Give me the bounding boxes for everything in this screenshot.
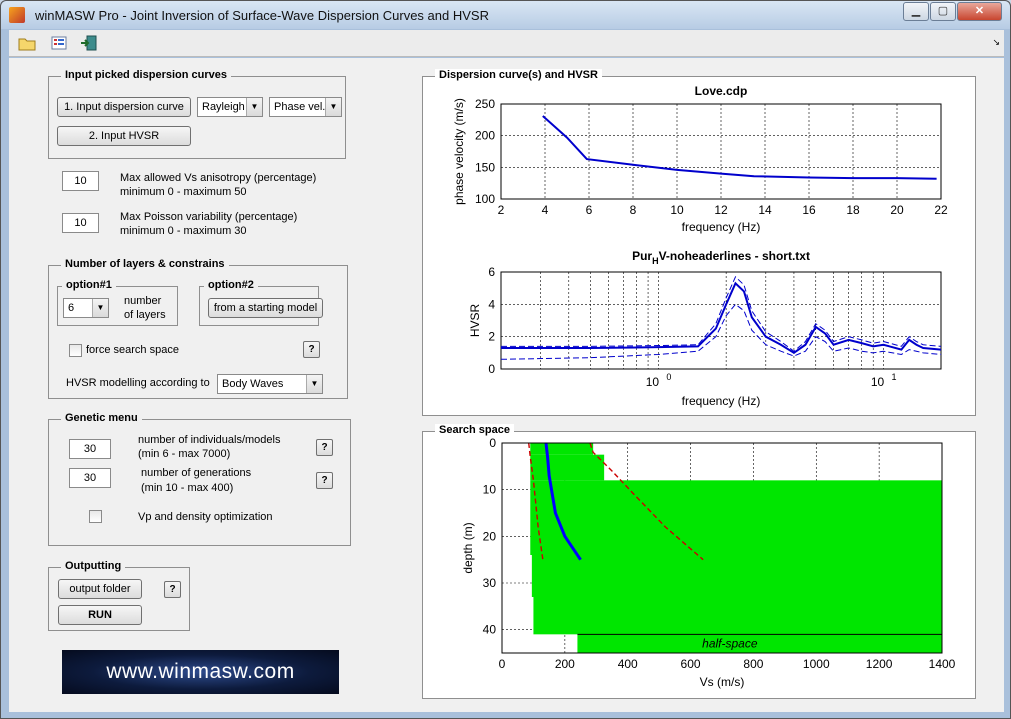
- x-tick-label: 4: [541, 203, 549, 217]
- x-tick-label: 200: [554, 657, 575, 671]
- y-tick-label: 10: [482, 482, 496, 497]
- x-tick-label: 10: [870, 375, 885, 389]
- x-tick-label: 16: [802, 203, 816, 217]
- layers-label-2: of layers: [124, 309, 166, 321]
- x-tick-label: 12: [714, 203, 728, 217]
- velocity-type-select[interactable]: [269, 97, 342, 117]
- x-tick-label: 22: [934, 203, 948, 217]
- generations-help-button[interactable]: ?: [316, 472, 333, 489]
- x-tick-label: 10: [670, 203, 684, 217]
- chevron-down-icon: ▼: [325, 98, 341, 116]
- poisson-range: minimum 0 - maximum 30: [120, 225, 247, 237]
- hvsr-mode-label: HVSR modelling according to: [66, 377, 210, 389]
- x-tick-label: 400: [617, 657, 638, 671]
- plot-area: [501, 272, 941, 369]
- wave-type-select[interactable]: [197, 97, 263, 117]
- chevron-down-icon: ▼: [246, 98, 262, 116]
- y-tick-label: 0: [488, 362, 495, 376]
- x-tick-label: 1200: [865, 657, 893, 671]
- dispersion-panel: [422, 69, 976, 416]
- search-space-region: [533, 597, 942, 634]
- force-search-help-button[interactable]: ?: [303, 341, 320, 358]
- exit-icon[interactable]: [79, 34, 99, 52]
- vp-density-label: Vp and density optimization: [138, 511, 273, 523]
- option1-title: option#1: [62, 279, 116, 291]
- force-search-label: force search space: [86, 344, 179, 356]
- x-tick-label: 2: [497, 203, 505, 217]
- client-area: [9, 58, 1004, 712]
- x-tick-label: 6: [585, 203, 593, 217]
- x-tick-label: 10: [645, 375, 660, 389]
- maximize-button[interactable]: ▢: [930, 2, 956, 21]
- minimize-button[interactable]: ▁: [903, 2, 929, 21]
- winmasw-logo: www.winmasw.com: [62, 650, 339, 694]
- y-tick-label: 4: [488, 297, 495, 312]
- hvsr-mode-select[interactable]: [217, 374, 323, 394]
- search-space-region: [530, 443, 593, 455]
- y-tick-label: 40: [482, 622, 496, 637]
- poisson-input[interactable]: 10: [62, 213, 99, 233]
- y-tick-label: 6: [488, 265, 495, 279]
- x-tick-label: 18: [846, 203, 860, 217]
- halfspace-label: half-space: [702, 636, 758, 651]
- y-tick-label: 0: [489, 436, 496, 450]
- option2-group: [199, 279, 319, 326]
- individuals-input[interactable]: 30: [69, 439, 111, 459]
- toolbar: [9, 30, 1004, 57]
- window-title: winMASW Pro - Joint Inversion of Surface-Wave Dispersion Curves and HVSR: [35, 8, 489, 23]
- x-tick-label: 14: [758, 203, 772, 217]
- y-axis-label: HVSR: [468, 303, 482, 338]
- genetic-title: Genetic menu: [61, 412, 142, 424]
- title-bar: [1, 1, 1010, 29]
- y-tick-label: 2: [488, 329, 495, 344]
- chevron-down-icon: ▼: [306, 375, 322, 393]
- search-space-region: [530, 480, 942, 555]
- layers-select[interactable]: [63, 298, 109, 318]
- anisotropy-range: minimum 0 - maximum 50: [120, 186, 247, 198]
- individuals-label-1: number of individuals/models: [138, 434, 281, 446]
- hvsr-mode-value: Body Waves: [222, 378, 284, 390]
- input-dispersion-title: Input picked dispersion curves: [61, 69, 231, 81]
- force-search-checkbox[interactable]: [69, 344, 82, 357]
- open-folder-icon[interactable]: [17, 34, 37, 52]
- x-tick-label: 20: [890, 203, 904, 217]
- y-tick-label: 30: [482, 576, 496, 590]
- x-tick-exponent: 1: [891, 372, 897, 382]
- input-hvsr-button[interactable]: 2. Input HVSR: [57, 126, 191, 146]
- anisotropy-label: Max allowed Vs anisotropy (percentage): [120, 172, 317, 184]
- x-axis-label: frequency (Hz): [681, 220, 761, 234]
- output-help-button[interactable]: ?: [164, 581, 181, 598]
- layers-group: [48, 258, 348, 399]
- y-axis-label: depth (m): [461, 522, 475, 574]
- chart-title: Pur$_H$V-noheaderlines - short.txt: [632, 249, 810, 266]
- generations-label-1: number of generations: [141, 467, 252, 479]
- velocity-type-value: Phase vel.: [274, 101, 326, 113]
- x-tick-label: 0: [498, 657, 506, 671]
- dispersion-panel-title: Dispersion curve(s) and HVSR: [435, 69, 602, 81]
- input-dispersion-group: [48, 69, 346, 159]
- y-tick-label: 250: [474, 97, 495, 111]
- y-tick-label: 100: [474, 192, 495, 206]
- generations-label-2: (min 10 - max 400): [141, 482, 234, 494]
- x-tick-exponent: 0: [666, 372, 672, 382]
- x-axis-label: Vs (m/s): [699, 675, 745, 689]
- app-icon: [9, 7, 25, 23]
- starting-model-button[interactable]: from a starting model: [208, 298, 323, 318]
- option1-group: [57, 279, 178, 326]
- dispersion-chart: [423, 77, 975, 415]
- wave-type-value: Rayleigh: [202, 101, 245, 113]
- option2-title: option#2: [204, 279, 258, 291]
- output-title: Outputting: [61, 560, 125, 572]
- y-tick-label: 20: [482, 529, 496, 544]
- chevron-down-icon: ▼: [92, 299, 108, 317]
- list-icon[interactable]: [49, 34, 69, 52]
- search-space-region: [577, 634, 942, 653]
- x-axis-label: frequency (Hz): [681, 394, 761, 408]
- y-tick-label: 200: [474, 128, 495, 143]
- search-space-region: [530, 455, 604, 481]
- close-button[interactable]: ✕: [957, 2, 1002, 21]
- generations-input[interactable]: 30: [69, 468, 111, 488]
- poisson-label: Max Poisson variability (percentage): [120, 211, 298, 223]
- search-space-chart: [423, 432, 975, 698]
- y-tick-label: 150: [474, 160, 495, 175]
- search-space-region: [532, 555, 942, 597]
- output-group: [48, 560, 190, 631]
- layers-label-1: number: [124, 295, 162, 307]
- layers-value: 6: [68, 302, 75, 314]
- vp-density-checkbox[interactable]: [89, 510, 102, 523]
- layers-title: Number of layers & constrains: [61, 258, 229, 270]
- individuals-help-button[interactable]: ?: [316, 439, 333, 456]
- x-tick-label: 800: [743, 657, 764, 671]
- search-space-panel: [422, 424, 976, 699]
- x-tick-label: 8: [629, 203, 637, 217]
- x-tick-label: 600: [680, 657, 701, 671]
- output-folder-button[interactable]: output folder: [58, 579, 142, 599]
- toolbar-overflow-icon[interactable]: ↘: [992, 37, 1000, 47]
- run-button[interactable]: RUN: [58, 605, 142, 625]
- individuals-label-2: (min 6 - max 7000): [138, 448, 231, 460]
- chart-title: Love.cdp: [694, 84, 748, 98]
- input-dispersion-button[interactable]: 1. Input dispersion curve: [57, 97, 191, 117]
- x-tick-label: 1400: [928, 657, 956, 671]
- y-axis-label: phase velocity (m/s): [452, 98, 466, 205]
- anisotropy-input[interactable]: 10: [62, 171, 99, 191]
- x-tick-label: 1000: [802, 657, 830, 671]
- genetic-group: [48, 412, 351, 546]
- search-space-panel-title: Search space: [435, 424, 514, 436]
